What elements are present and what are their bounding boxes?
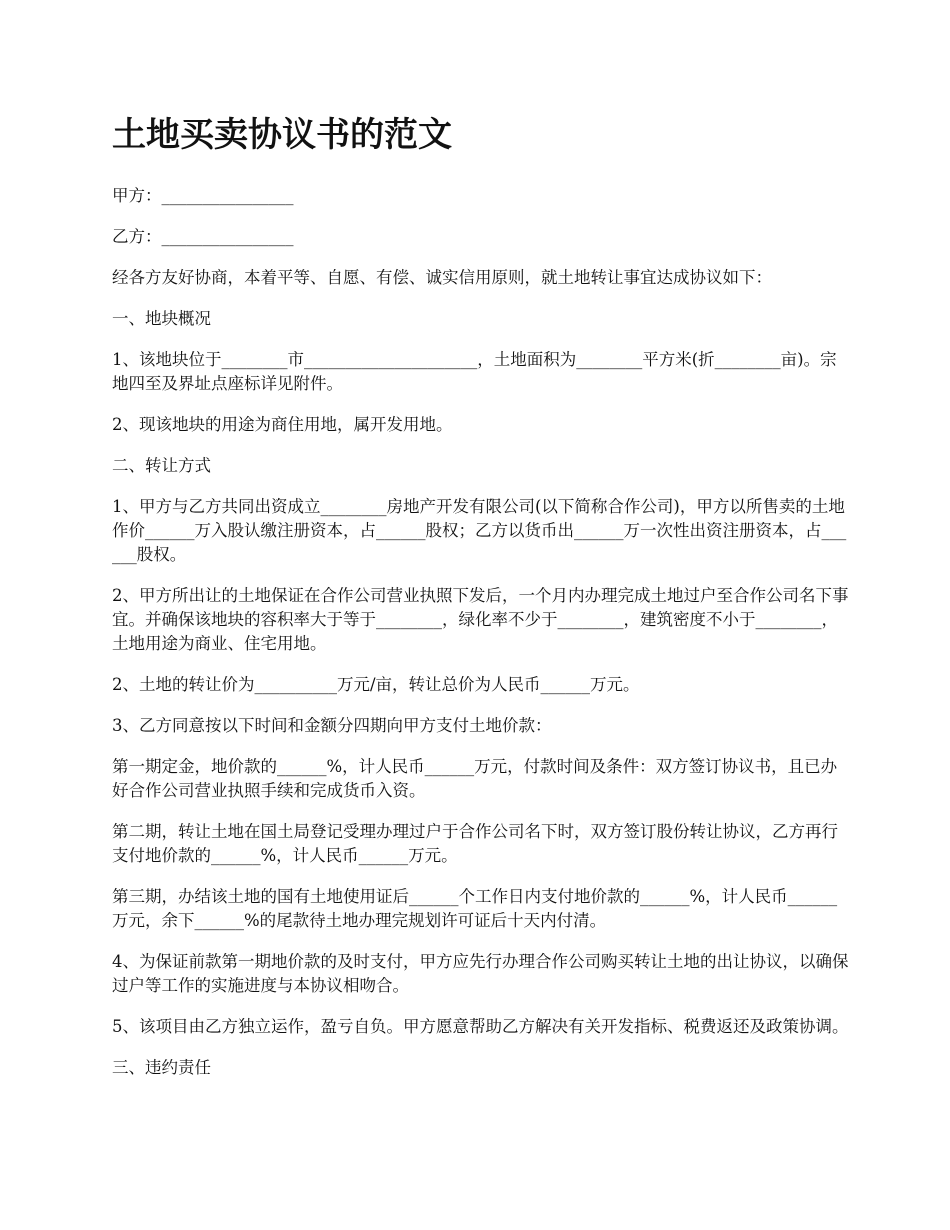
section-heading-breach-liability: 三、违约责任 [112,1058,211,1077]
section-heading-land-overview: 一、地块概况 [112,309,211,328]
payment-phase-3: 第三期，办结该土地的国有土地使用证后______个工作日内支付地价款的______%，计人民币______万元，余下______%的尾款待土地办理完规划许可证后十天内付清。 [112,887,838,930]
section-heading-transfer-method: 二、转让方式 [112,456,211,475]
clause-independent-operation: 5、该项目由乙方独立运作，盈亏自负。甲方愿意帮助乙方解决有关开发指标、税费返还及政策协调。 [112,1017,849,1036]
clause-land-use: 2、现该地块的用途为商住用地，属开发用地。 [112,415,453,434]
preamble-paragraph: 经各方友好协商，本着平等、自愿、有偿、诚实信用原则，就土地转让事宜达成协议如下： [112,268,772,287]
clause-joint-company: 1、甲方与乙方共同出资成立________房地产开发有限公司(以下简称合作公司)，甲方以所售卖的土地作价______万入股认缴注册资本，占______股权；乙方以货币出______万一次性出资注册资本，占______股权。 [112,497,847,564]
clause-land-location: 1、该地块位于________市_____________________，土地面积为________平方米(折________亩)。宗地四至及界址点座标详见附件。 [112,350,837,393]
document-page [112,112,852,1097]
clause-payment-schedule: 3、乙方同意按以下时间和金额分四期向甲方支付土地价款： [112,716,552,735]
clause-transfer-price: 2、土地的转让价为__________万元/亩，转让总价为人民币______万元。 [112,675,640,694]
party-a-line: 甲方：________________ [112,186,294,205]
clause-land-guarantee: 2、甲方所出让的土地保证在合作公司营业执照下发后，一个月内办理完成土地过户至合作公司名下事宜。并确保该地块的容积率大于等于________，绿化率不少于________，建筑密度不小于________，土地用途为商业、住宅用地。 [112,586,849,653]
party-b-line: 乙方：________________ [112,227,294,246]
payment-phase-2: 第二期，转让土地在国土局登记受理办理过户于合作公司名下时，双方签订股份转让协议，乙方再行支付地价款的______%，计人民币______万元。 [112,822,838,865]
document-title: 土地买卖协议书的范文 [112,115,452,155]
payment-phase-1: 第一期定金，地价款的______%，计人民币______万元，付款时间及条件：双方签订协议书，且已办好合作公司营业执照手续和完成货币入资。 [112,757,838,800]
clause-timely-payment: 4、为保证前款第一期地价款的及时支付，甲方应先行办理合作公司购买转让土地的出让协议，以确保过户等工作的实施进度与本协议相吻合。 [112,952,849,995]
